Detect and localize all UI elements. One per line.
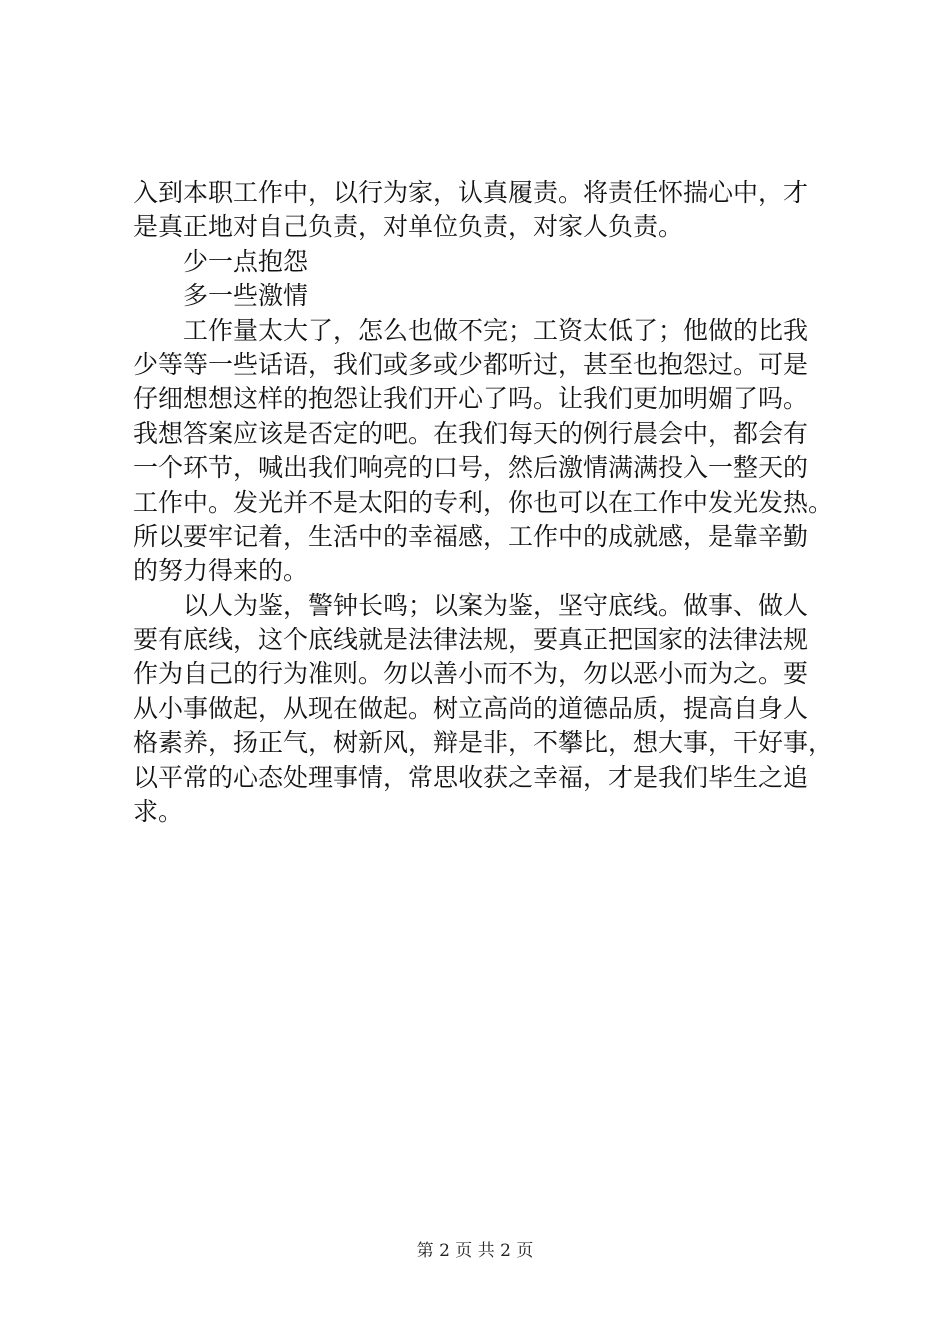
text-line: 作为自己的行为准则。勿以善小而不为，勿以恶小而为之。要	[133, 659, 809, 689]
text-line: 求。	[133, 797, 184, 827]
text-line: 是真正地对自己负责，对单位负责，对家人负责。	[133, 212, 684, 242]
text-line: 工作中。发光并不是太阳的专利，你也可以在工作中发光发热。	[133, 487, 834, 517]
text-line: 要有底线，这个底线就是法律法规，要真正把国家的法律法规	[133, 625, 809, 655]
text-line: 所以要牢记着，生活中的幸福感，工作中的成就感，是靠辛勤	[133, 521, 809, 551]
text-line: 工作量太大了，怎么也做不完；工资太低了；他做的比我	[133, 315, 809, 345]
text-line: 以人为鉴，警钟长鸣；以案为鉴，坚守底线。做事、做人	[133, 590, 809, 620]
section-heading: 少一点抱怨	[133, 246, 309, 276]
text-line: 入到本职工作中，以行为家，认真履责。将责任怀揣心中，才	[133, 178, 809, 207]
text-line: 从小事做起，从现在做起。树立高尚的道德品质，提高自身人	[133, 693, 809, 723]
text-line: 的努力得来的。	[133, 556, 309, 586]
text-line: 以平常的心态处理事情，常思收获之幸福，才是我们毕生之追	[133, 762, 809, 792]
document-body	[133, 176, 833, 829]
text-line: 少等等一些话语，我们或多或少都听过，甚至也抱怨过。可是	[133, 349, 809, 379]
page-number-footer: 第 2 页 共 2 页	[416, 1241, 534, 1261]
text-line: 我想答案应该是否定的吧。在我们每天的例行晨会中，都会有	[133, 418, 809, 448]
text-line: 一个环节，喊出我们响亮的口号，然后激情满满投入一整天的	[133, 453, 809, 483]
section-heading: 多一些激情	[133, 281, 309, 311]
text-line: 格素养，扬正气，树新风，辩是非，不攀比，想大事，干好事，	[133, 728, 834, 758]
text-line: 仔细想想这样的抱怨让我们开心了吗。让我们更加明媚了吗。	[133, 384, 809, 414]
